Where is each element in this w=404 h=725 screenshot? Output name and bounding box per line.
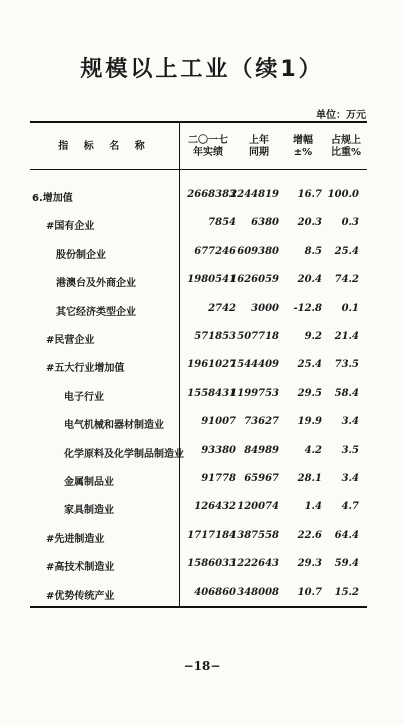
share-value: 73.5 bbox=[334, 359, 359, 371]
unit-label: 单位：万元 bbox=[316, 110, 366, 121]
share-value: 58.4 bbox=[334, 387, 359, 399]
share-value: 25.4 bbox=[334, 245, 359, 257]
current-year-value: 126432 bbox=[194, 501, 236, 513]
row-label: 化学原料及化学制品制造业 bbox=[64, 448, 184, 460]
growth-value: 28.1 bbox=[297, 473, 322, 484]
row-label: #优势传统产业 bbox=[46, 590, 115, 602]
growth-value: 20.4 bbox=[297, 274, 322, 286]
header-current-year bbox=[179, 127, 237, 167]
table-header-rule bbox=[30, 169, 367, 170]
share-value: 3.5 bbox=[341, 444, 359, 456]
table-row bbox=[30, 470, 367, 490]
row-label: 电子行业 bbox=[64, 391, 104, 403]
previous-year-value: 6380 bbox=[251, 217, 279, 229]
growth-value: 22.6 bbox=[297, 529, 322, 541]
share-value: 0.1 bbox=[341, 302, 359, 314]
current-year-value: 7854 bbox=[208, 217, 236, 229]
current-year-value: 1586033 bbox=[187, 558, 236, 570]
previous-year-value: 1222643 bbox=[230, 558, 279, 570]
row-label: 电气机械和器材制造业 bbox=[64, 420, 164, 432]
previous-year-value: 84989 bbox=[244, 444, 279, 456]
header-current-line2: 年实绩 bbox=[193, 147, 223, 158]
share-value: 74.2 bbox=[334, 274, 359, 286]
header-share-line2: 比重% bbox=[330, 147, 362, 158]
header-previous-year bbox=[237, 127, 281, 167]
table-row bbox=[30, 186, 367, 206]
row-label: #五大行业增加值 bbox=[46, 363, 125, 375]
header-growth bbox=[281, 127, 325, 167]
previous-year-value: 1544409 bbox=[230, 359, 279, 371]
previous-year-value: 120074 bbox=[237, 501, 279, 513]
previous-year-value: 1387558 bbox=[230, 529, 279, 541]
header-previous-line1: 上年 bbox=[249, 135, 269, 146]
current-year-value: 91778 bbox=[201, 473, 236, 484]
row-label: 其它经济类型企业 bbox=[56, 306, 136, 318]
row-label: #民营企业 bbox=[46, 335, 95, 346]
current-year-value: 91007 bbox=[201, 416, 236, 428]
current-year-value: 406860 bbox=[194, 586, 236, 598]
row-label: #高技术制造业 bbox=[46, 562, 115, 574]
header-share bbox=[325, 127, 367, 167]
growth-value: 8.5 bbox=[304, 245, 322, 257]
current-year-value: 1717184 bbox=[187, 529, 236, 541]
current-year-value: 1980541 bbox=[187, 274, 236, 286]
growth-value: 29.5 bbox=[297, 387, 322, 399]
current-year-value: 1961027 bbox=[187, 359, 236, 371]
share-value: 4.7 bbox=[341, 501, 359, 513]
row-label: 家具制造业 bbox=[64, 505, 114, 517]
row-label: 6.增加值 bbox=[32, 193, 73, 204]
growth-value: 20.3 bbox=[297, 217, 322, 229]
row-label: 金属制品业 bbox=[64, 477, 114, 488]
growth-value: 25.4 bbox=[297, 359, 322, 371]
statistics-table bbox=[30, 121, 367, 608]
page-number: −18− bbox=[183, 659, 221, 673]
previous-year-value: 3000 bbox=[251, 302, 279, 314]
current-year-value: 93380 bbox=[201, 444, 236, 456]
table-bottom-rule bbox=[30, 606, 367, 608]
share-value: 0.3 bbox=[341, 217, 359, 229]
table-row bbox=[30, 413, 367, 433]
current-year-value: 1558431 bbox=[187, 387, 236, 399]
growth-value: 1.4 bbox=[304, 501, 322, 513]
header-growth-line1: 增幅 bbox=[293, 135, 313, 146]
growth-value: 4.2 bbox=[304, 444, 322, 456]
row-label: #国有企业 bbox=[46, 221, 95, 233]
previous-year-value: 2244819 bbox=[230, 189, 279, 200]
table-row bbox=[30, 243, 367, 263]
header-current-line1: 二〇一七 bbox=[188, 135, 228, 146]
table-row bbox=[30, 584, 367, 604]
growth-value: 9.2 bbox=[304, 331, 322, 342]
previous-year-value: 609380 bbox=[237, 245, 279, 257]
table-row bbox=[30, 214, 367, 234]
share-value: 21.4 bbox=[334, 331, 359, 342]
table-row bbox=[30, 498, 367, 518]
current-year-value: 571853 bbox=[194, 331, 236, 342]
share-value: 59.4 bbox=[334, 558, 359, 570]
row-label: 港澳台及外商企业 bbox=[56, 278, 136, 290]
table-row bbox=[30, 300, 367, 320]
table-top-rule bbox=[30, 121, 367, 123]
share-value: 100.0 bbox=[327, 189, 359, 200]
header-growth-line2: ±% bbox=[293, 147, 313, 158]
current-year-value: 2668383 bbox=[187, 189, 236, 200]
row-label: #先进制造业 bbox=[46, 533, 105, 545]
growth-value: 16.7 bbox=[297, 189, 322, 200]
table-row bbox=[30, 328, 367, 348]
share-value: 3.4 bbox=[341, 473, 359, 484]
previous-year-value: 65967 bbox=[244, 473, 279, 484]
previous-year-value: 1626059 bbox=[230, 274, 279, 286]
table-row bbox=[30, 527, 367, 547]
header-previous-line2: 同期 bbox=[249, 147, 269, 158]
header-share-line1: 占规上 bbox=[331, 135, 361, 146]
share-value: 15.2 bbox=[334, 586, 359, 598]
page-title: 规模以上工业（续1） bbox=[80, 57, 324, 82]
growth-value: 29.3 bbox=[297, 558, 322, 570]
table-row bbox=[30, 356, 367, 376]
previous-year-value: 1199753 bbox=[230, 387, 279, 399]
previous-year-value: 348008 bbox=[237, 586, 279, 598]
row-label: 股份制企业 bbox=[56, 249, 106, 261]
current-year-value: 2742 bbox=[208, 302, 236, 314]
table-row bbox=[30, 555, 367, 575]
table-row bbox=[30, 271, 367, 291]
share-value: 64.4 bbox=[334, 529, 359, 541]
header-indicator-name: 指 标 名 称 bbox=[58, 141, 151, 152]
growth-value: 10.7 bbox=[297, 586, 322, 598]
growth-value: -12.8 bbox=[293, 302, 322, 314]
growth-value: 19.9 bbox=[297, 416, 322, 428]
table-row bbox=[30, 385, 367, 405]
share-value: 3.4 bbox=[341, 416, 359, 428]
previous-year-value: 73627 bbox=[244, 416, 279, 428]
current-year-value: 677246 bbox=[194, 245, 236, 257]
table-row bbox=[30, 442, 367, 462]
previous-year-value: 507718 bbox=[237, 331, 279, 342]
